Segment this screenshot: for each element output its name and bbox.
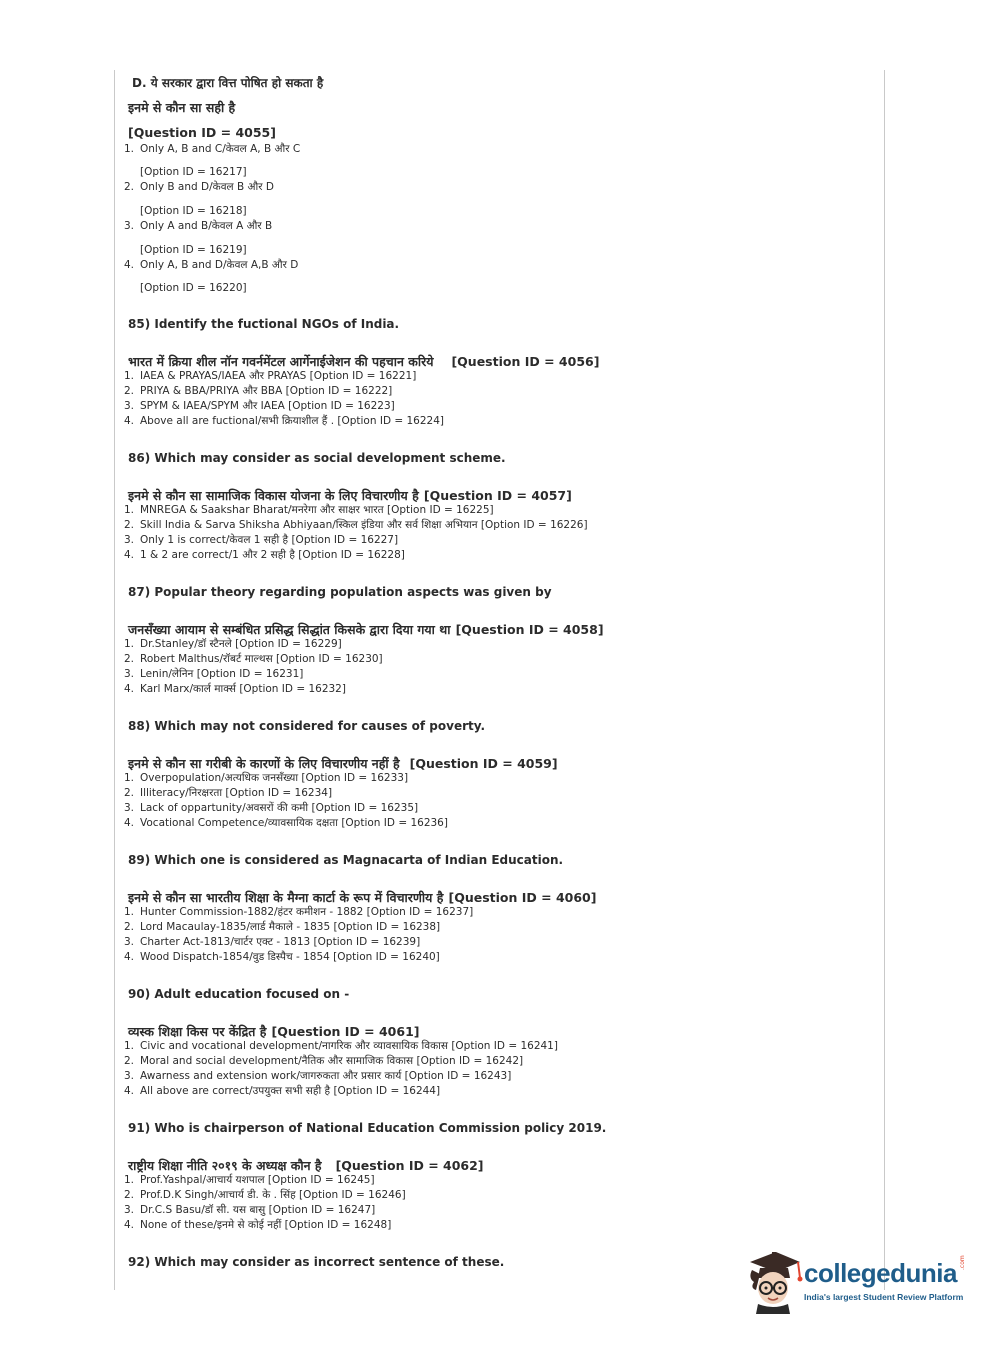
question-84-id: [Question ID = 4055] [128, 125, 276, 140]
option-item: 3. Only 1 is correct/केवल 1 सही है [Option ID = 16227] [124, 534, 399, 546]
option-item: 1. Civic and vocational development/नागरिक और व्यावसायिक विकास [Option ID = 16241] [124, 1040, 558, 1052]
option-item: 4. Above all are fuctional/सभी क्रियाशील हैं . [Option ID = 16224] [124, 415, 444, 427]
logo-wordmark: collegedunia [804, 1258, 957, 1288]
option-item: 3. Lack of oppartunity/अवसरों की कमी [Option ID = 16235] [124, 802, 419, 814]
question-title: 91) Who is chairperson of National Education Commission policy 2019. [128, 1121, 607, 1135]
option-item: 2. Moral and social development/नैतिक और सामाजिक विकास [Option ID = 16242] [124, 1055, 524, 1067]
option-item: 4. Karl Marx/कार्ल मार्क्स [Option ID = 16232] [124, 683, 346, 695]
question-hindi-line: इनमे से कौन सा सामाजिक विकास योजना के लिए विचारणीय है [Question ID = 4057] [128, 488, 572, 503]
question-hindi-line: भारत में क्रिया शील नॉन गवर्नमेंटल आर्गेनाईजेशन की पहचान करिये [Question ID = 4056] [128, 354, 600, 369]
collegedunia-logo[interactable] [742, 1248, 972, 1318]
option-item: 3. Lenin/लेनिन [Option ID = 16231] [124, 668, 304, 680]
option-item: 1. Only A, B and C/केवल A, B और C [124, 143, 301, 155]
option-item: 2. Only B and D/केवल B और D [124, 181, 275, 193]
statement-d: D. ये सरकार द्वारा वित्त पोषित हो सकता है [132, 76, 324, 90]
question-hindi-line: इनमे से कौन सा भारतीय शिक्षा के मैग्ना कार्टा के रूप में विचारणीय है [Question ID = 4060] [128, 890, 597, 905]
question-hindi-line: व्यस्क शिक्षा किस पर केंद्रित है [Question ID = 4061] [128, 1024, 420, 1039]
mascot-icon [742, 1248, 804, 1314]
option-item: 3. Charter Act-1813/चार्टर एक्ट - 1813 [Option ID = 16239] [124, 936, 421, 948]
right-margin-rule [884, 70, 885, 1290]
option-item: 2. Illiteracy/निरक्षरता [Option ID = 16234] [124, 787, 333, 799]
option-item: 3. Awarness and extension work/जागरुकता और प्रसार कार्य [Option ID = 16243] [124, 1070, 512, 1082]
option-item: 1. MNREGA & Saakshar Bharat/मनरेगा और साक्षर भारत [Option ID = 16225] [124, 504, 494, 516]
option-item: 4. All above are correct/उपयुक्त सभी सही है [Option ID = 16244] [124, 1085, 441, 1097]
option-item: 4. None of these/इनमे से कोई नहीं [Option ID = 16248] [124, 1219, 392, 1231]
option-item: 1. Prof.Yashpal/आचार्य यशपाल [Option ID = 16245] [124, 1174, 375, 1186]
question-hindi-line: राष्ट्रीय शिक्षा नीति २०१९ के अध्यक्ष कौन है [Question ID = 4062] [128, 1158, 484, 1173]
question-title: 88) Which may not considered for causes of poverty. [128, 719, 486, 733]
option-item: 2. Prof.D.K Singh/आचार्य डी. के . सिंह [Option ID = 16246] [124, 1189, 406, 1201]
question-title: 92) Which may consider as incorrect sentence of these. [128, 1255, 505, 1269]
option-item: 4. Vocational Competence/व्यावसायिक दक्षता [Option ID = 16236] [124, 817, 448, 829]
question-title: 87) Popular theory regarding population aspects was given by [128, 585, 552, 599]
option-item: 1. Dr.Stanley/डॉ स्टैनले [Option ID = 16229] [124, 638, 342, 650]
question-title: 85) Identify the fuctional NGOs of India. [128, 317, 400, 331]
question-hindi-line: इनमे से कौन सा गरीबी के कारणों के लिए विचारणीय नहीं है [Question ID = 4059] [128, 756, 558, 771]
option-id: [Option ID = 16220] [140, 282, 247, 294]
option-item: 4. Only A, B and D/केवल A,B और D [124, 259, 299, 271]
question-hindi-line: जनसँख्या आयाम से सम्बंधित प्रसिद्ध सिद्धांत किसके द्वारा दिया गया था [Question ID = 4058] [128, 622, 604, 637]
question-title: 86) Which may consider as social development scheme. [128, 451, 506, 465]
question-84-hindi: इनमे से कौन सा सही है [128, 100, 236, 115]
option-item: 2. Skill India & Sarva Shiksha Abhiyaan/स्किल इंडिया और सर्व शिक्षा अभियान [Option ID = 16226] [124, 519, 588, 531]
option-item: 4. 1 & 2 are correct/1 और 2 सही है [Option ID = 16228] [124, 549, 405, 561]
left-margin-rule [114, 70, 115, 1290]
option-id: [Option ID = 16217] [140, 166, 247, 178]
option-item: 3. Dr.C.S Basu/डॉ सी. यस बासु [Option ID = 16247] [124, 1204, 376, 1216]
option-item: 2. Lord Macaulay-1835/लार्ड मैकाले - 1835 [Option ID = 16238] [124, 921, 441, 933]
option-item: 3. Only A and B/केवल A और B [124, 220, 273, 232]
question-title: 89) Which one is considered as Magnacarta of Indian Education. [128, 853, 564, 867]
option-item: 4. Wood Dispatch-1854/वुड डिस्पैच - 1854 [Option ID = 16240] [124, 951, 440, 963]
logo-tagline: India's largest Student Review Platform [804, 1292, 964, 1302]
option-item: 1. IAEA & PRAYAS/IAEA और PRAYAS [Option ID = 16221] [124, 370, 417, 382]
option-item: 2. PRIYA & BBA/PRIYA और BBA [Option ID = 16222] [124, 385, 393, 397]
option-id: [Option ID = 16218] [140, 205, 247, 217]
question-title: 90) Adult education focused on - [128, 987, 350, 1001]
option-item: 3. SPYM & IAEA/SPYM और IAEA [Option ID = 16223] [124, 400, 395, 412]
option-item: 1. Hunter Commission-1882/हंटर कमीशन - 1882 [Option ID = 16237] [124, 906, 474, 918]
option-item: 1. Overpopulation/अत्यधिक जनसँख्या [Option ID = 16233] [124, 772, 409, 784]
option-id: [Option ID = 16219] [140, 244, 247, 256]
option-item: 2. Robert Malthus/रॉबर्ट माल्थस [Option ID = 16230] [124, 653, 383, 665]
logo-tld: .com [959, 1255, 966, 1270]
